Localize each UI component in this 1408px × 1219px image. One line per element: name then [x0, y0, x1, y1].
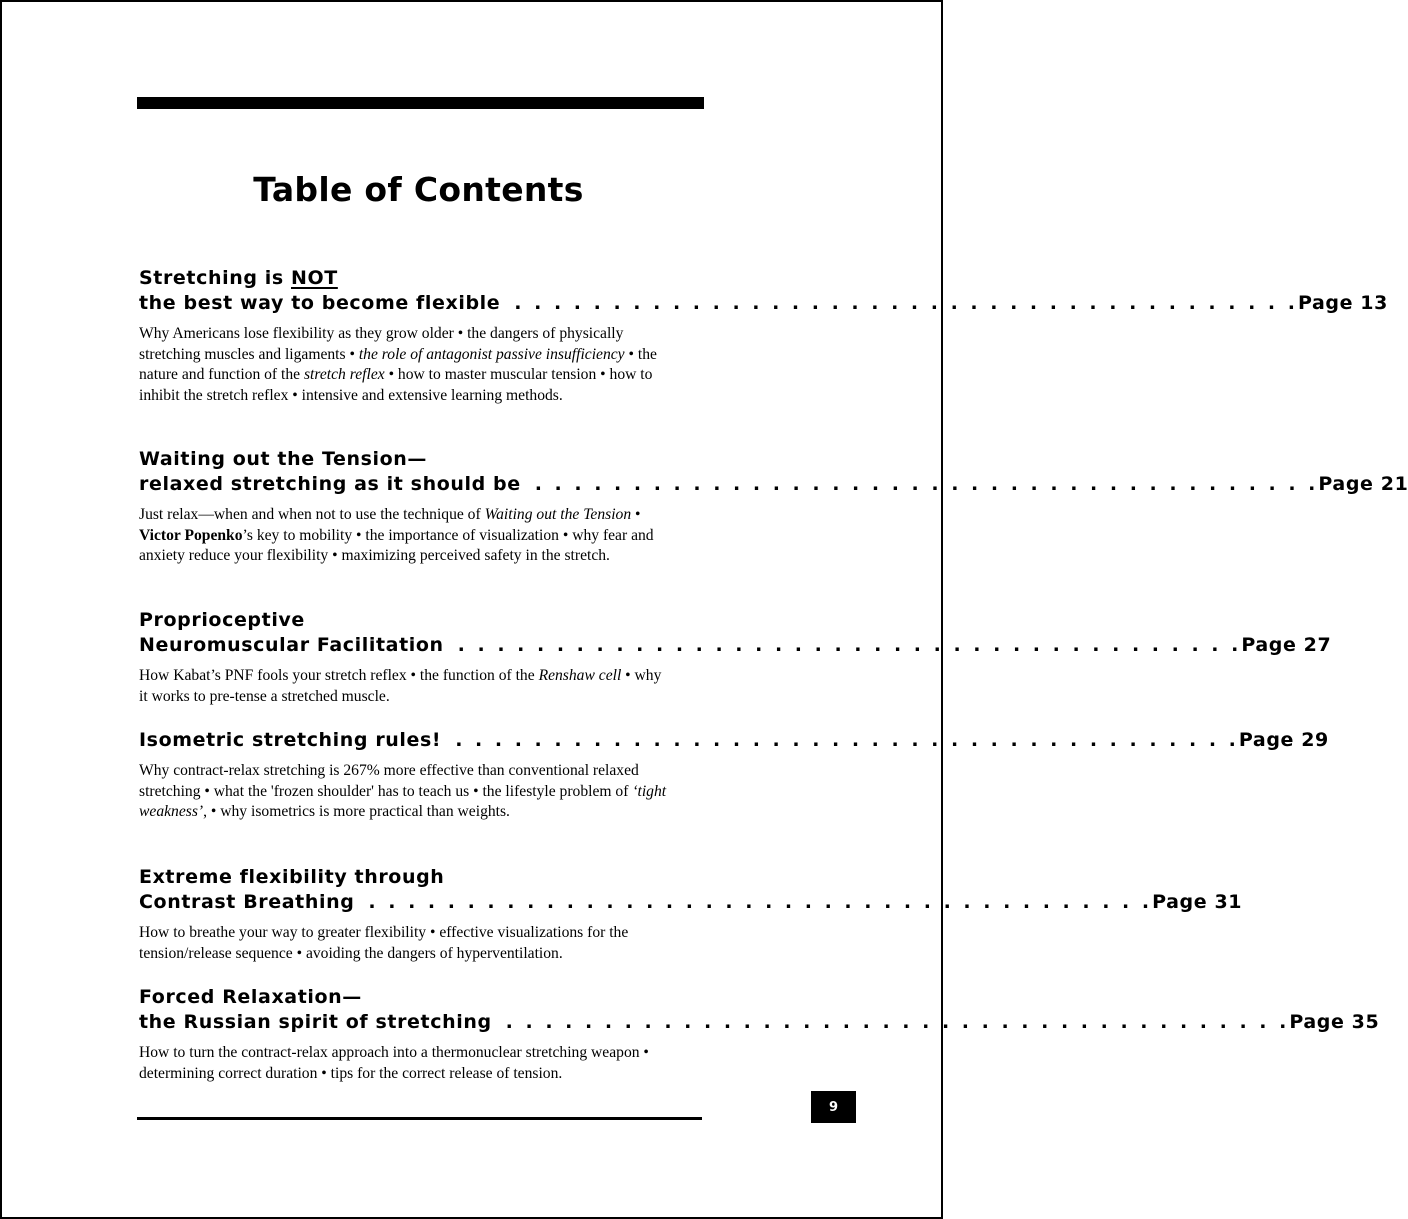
toc-entry-description — [139, 505, 669, 567]
desc-italic: the role of antagonist passive insufficiency — [358, 345, 625, 363]
toc-entry-description — [139, 324, 669, 406]
toc-page-ref: Page 21 — [1318, 473, 1408, 495]
desc-text: • why it works to pre-tense a stretched muscle. — [139, 667, 662, 705]
toc-heading-line1: Forced Relaxation— — [139, 986, 362, 1008]
toc-heading-line2 — [139, 728, 1329, 753]
toc-page-ref: Page 29 — [1238, 729, 1329, 751]
toc-heading-line2 — [139, 890, 1243, 915]
dot-leader: . . . . . . . . . . . . . . . . . . . . . . . . . . . . . . . . . . . . . . . . — [455, 729, 1239, 751]
toc-entry — [139, 608, 1332, 707]
desc-text: ’s key to mobility • the importance of visualization • why fear and anxiety reduce your flexibility • maximizing perceived safety in the stretch. — [139, 526, 654, 564]
toc-heading-text: relaxed stretching as it should be — [139, 473, 521, 495]
toc-heading-line1: Proprioceptive — [139, 609, 305, 631]
toc-page-ref: Page 13 — [1297, 292, 1388, 314]
toc-page-ref: Page 27 — [1241, 634, 1332, 656]
desc-text: How to breathe your way to greater flexibility • effective visualizations for the tension/release sequence • avoiding the dangers of hyperventilation. — [139, 924, 629, 962]
dot-leader: . . . . . . . . . . . . . . . . . . . . . . . . . . . . . . . . . . . . . . . . — [457, 634, 1242, 656]
desc-text: Why contract-relax stretching is 267% more effective than conventional relaxed stretching • what the 'frozen shoulder' has to teach us • the lifestyle problem of — [139, 762, 639, 800]
desc-text: , • why isometrics is more practical than weights. — [203, 803, 510, 820]
toc-heading-text: Contrast Breathing — [139, 891, 355, 913]
toc-heading-line2 — [139, 291, 1388, 316]
desc-text: How Kabat’s PNF fools your stretch reflex • the function of the — [139, 667, 539, 684]
dot-leader: . . . . . . . . . . . . . . . . . . . . . . . . . . . . . . . . . . . . . . . . — [368, 891, 1153, 913]
top-rule — [137, 97, 704, 109]
toc-entry-description — [139, 666, 669, 707]
toc-entry-heading — [139, 608, 1332, 658]
desc-text: • the nature and function of the — [139, 345, 657, 383]
toc-entry — [139, 985, 1380, 1084]
toc-heading-line2 — [139, 633, 1332, 658]
dot-leader: . . . . . . . . . . . . . . . . . . . . . . . . . . . . . . . . . . . . . . . . — [505, 1011, 1290, 1033]
toc-entry — [139, 728, 1329, 823]
toc-heading-emphasis: NOT — [291, 267, 338, 289]
toc-heading-text: the Russian spirit of stretching — [139, 1011, 492, 1033]
toc-heading-text: Stretching is — [139, 267, 291, 289]
toc-heading-line1 — [139, 266, 699, 291]
desc-text: • how to master muscular tension • how to inhibit the stretch reflex • intensive and extensive learning methods. — [139, 366, 653, 404]
desc-italic: stretch reflex — [303, 366, 385, 383]
toc-heading-line1: Waiting out the Tension— — [139, 448, 427, 470]
dot-leader: . . . . . . . . . . . . . . . . . . . . . . . . . . . . . . . . . . . . . . . . — [534, 473, 1319, 495]
toc-page-ref: Page 31 — [1152, 891, 1243, 913]
toc-entry-description — [139, 923, 669, 964]
toc-entry-heading — [139, 728, 1329, 753]
toc-entry-description — [139, 1043, 669, 1084]
toc-heading-text: Neuromuscular Facilitation — [139, 634, 444, 656]
dot-leader: . . . . . . . . . . . . . . . . . . . . . . . . . . . . . . . . . . . . . . . . — [514, 292, 1298, 314]
toc-entry-heading — [139, 985, 1380, 1035]
toc-entry-heading — [139, 865, 1243, 915]
page-number-badge — [811, 1091, 856, 1123]
desc-italic: ‘tight weakness’ — [139, 782, 667, 820]
toc-entry-description — [139, 761, 669, 823]
toc-heading-text: the best way to become flexible — [139, 292, 501, 314]
page-title: Table of Contents — [253, 170, 584, 209]
desc-italic: Waiting out the Tension — [484, 506, 632, 523]
toc-entry — [139, 865, 1243, 964]
toc-entry-heading — [139, 266, 1388, 316]
desc-text: Just relax—when and when not to use the technique of — [139, 506, 485, 523]
toc-entry — [139, 447, 1408, 567]
page-number: 9 — [828, 1099, 839, 1115]
toc-entry-heading — [139, 447, 1408, 497]
toc-page-ref: Page 35 — [1289, 1011, 1380, 1033]
toc-heading-line2 — [139, 472, 1408, 497]
desc-text: How to turn the contract-relax approach into a thermonuclear stretching weapon • determining correct duration • tips for the correct release of tension. — [139, 1044, 649, 1082]
desc-bold: Victor Popenko — [139, 526, 243, 544]
bottom-rule — [137, 1117, 702, 1120]
desc-text: Why Americans lose flexibility as they grow older • the dangers of physically stretching muscles and ligaments • — [139, 325, 624, 363]
toc-heading-line2 — [139, 1010, 1380, 1035]
toc-heading-line1: Extreme flexibility through — [139, 866, 445, 888]
toc-entry — [139, 266, 1388, 406]
toc-heading-text: Isometric stretching rules! — [139, 729, 442, 751]
desc-italic: Renshaw cell — [538, 667, 622, 684]
desc-text: • — [631, 506, 641, 523]
